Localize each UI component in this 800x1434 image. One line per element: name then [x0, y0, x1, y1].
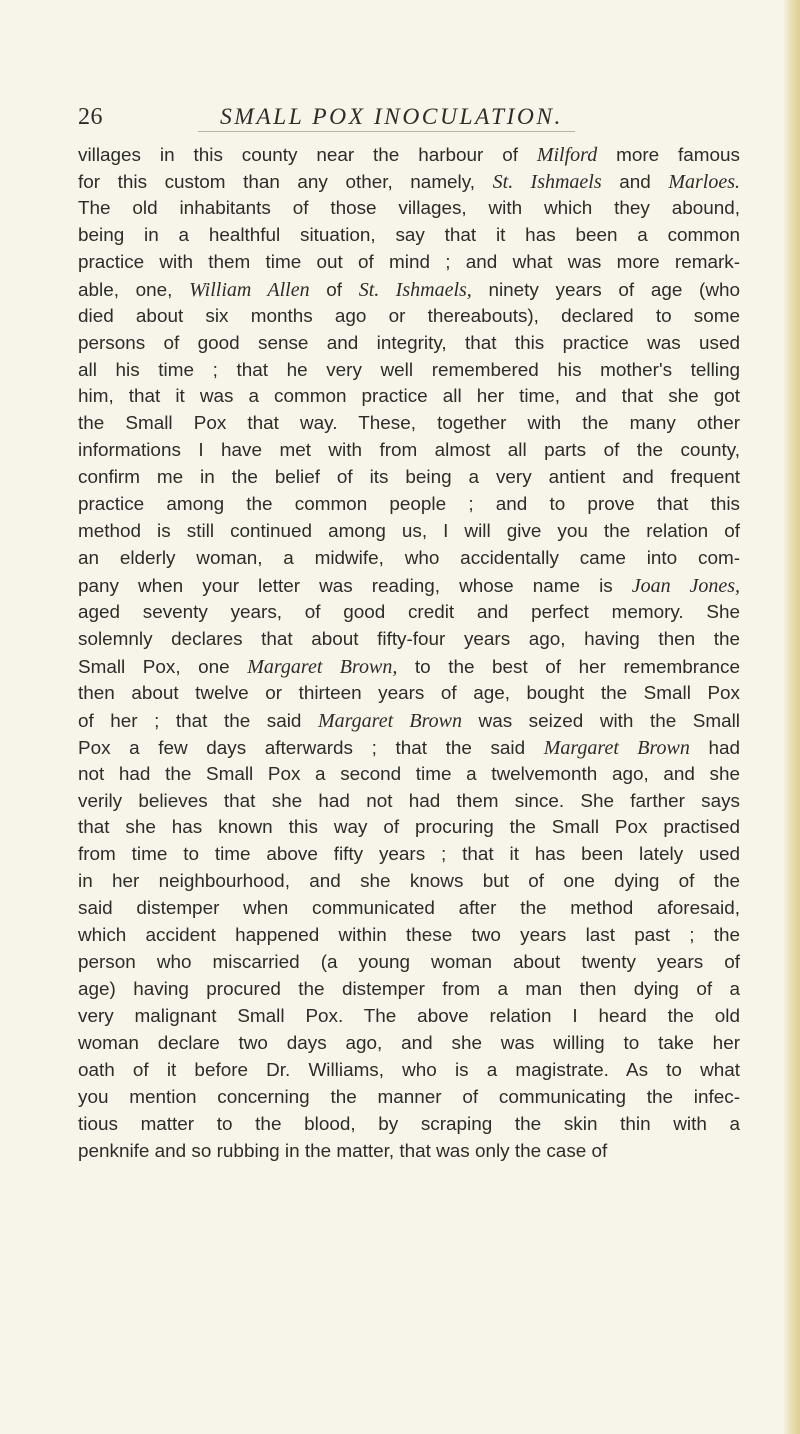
- text-run: to the best of her remembrance: [397, 656, 740, 678]
- text-run: in her neighbourhood, and she knows but of one dying of the: [78, 871, 740, 893]
- text-run: then about twelve or thirteen years of age, bought the Small Pox: [78, 682, 740, 704]
- text-run: died about six months ago or thereabouts), declared to some: [78, 305, 740, 327]
- body-text: [78, 142, 740, 1166]
- text-line: [78, 358, 740, 385]
- text-line: [78, 573, 740, 600]
- text-run: solemnly declares that about fifty-four years ago, having then the: [78, 628, 740, 650]
- text-line: [78, 950, 740, 977]
- text-run: the Small Pox that way. These, together with the many other: [78, 413, 740, 435]
- italic-phrase: Margaret Brown: [317, 709, 463, 732]
- text-line: [78, 1112, 740, 1139]
- text-line: [78, 384, 740, 411]
- text-line: [78, 977, 740, 1004]
- text-run: you mention concerning the manner of communicating the infec-: [78, 1086, 740, 1108]
- text-line: [78, 304, 740, 331]
- text-run: that she has known this way of procuring the Small Pox practised: [78, 817, 740, 839]
- text-run: from time to time above fifty years ; that it has been lately used: [78, 844, 740, 866]
- text-run: woman declare two days ago, and she was willing to take her: [78, 1032, 740, 1054]
- text-run: persons of good sense and integrity, that this practice was used: [78, 332, 740, 354]
- text-run: age) having procured the distemper from a man then dying of a: [78, 979, 740, 1001]
- text-run: more famous: [597, 145, 740, 166]
- text-run: being in a healthful situation, say that it has been a common: [78, 224, 740, 246]
- italic-phrase: William Allen: [189, 278, 310, 301]
- text-run: very malignant Small Pox. The above relation I heard the old: [78, 1006, 740, 1027]
- italic-phrase: Margaret Brown: [543, 736, 690, 759]
- text-run: an elderly woman, a midwife, who accidentally came into com-: [78, 548, 740, 570]
- text-run: Small Pox, one: [78, 656, 248, 678]
- page-number: 26: [78, 104, 103, 130]
- text-run: pany when your letter was reading, whose name is: [78, 576, 632, 597]
- text-line: [78, 654, 740, 681]
- text-line: [78, 331, 740, 358]
- text-line: [78, 1139, 740, 1166]
- text-run: had: [689, 737, 740, 759]
- text-line: [78, 438, 740, 465]
- text-run: practice among the common people ; and to prove that this: [78, 494, 740, 516]
- text-run: all his time ; that he very well remembered his mother's telling: [78, 359, 740, 381]
- text-line: [78, 169, 740, 196]
- text-line: [78, 223, 740, 250]
- italic-phrase: Milford: [536, 144, 598, 166]
- text-line: [78, 277, 740, 304]
- text-line: [78, 492, 740, 519]
- text-run: penknife and so rubbing in the matter, that was only the case of: [78, 1140, 608, 1162]
- text-line: [78, 142, 740, 169]
- text-run: informations I have met with from almost all parts of the county,: [78, 440, 740, 462]
- text-line: [78, 681, 740, 708]
- text-line: [78, 708, 740, 735]
- text-run: villages in this county near the harbour of: [78, 145, 537, 166]
- text-line: [78, 842, 740, 869]
- text-run: Pox a few days afterwards ; that the said: [78, 737, 544, 759]
- text-line: [78, 546, 740, 573]
- text-line: [78, 1085, 740, 1112]
- running-head: SMALL POX INOCULATION.: [220, 104, 563, 130]
- text-run: confirm me in the belief of its being a very antient and frequent: [78, 467, 740, 489]
- text-line: [78, 1004, 740, 1031]
- text-line: [78, 762, 740, 789]
- text-run: aged seventy years, of good credit and perfect memory. She: [78, 601, 740, 623]
- text-run: of her ; that the said: [78, 710, 318, 732]
- text-run: which accident happened within these two years last past ; the: [78, 925, 740, 947]
- text-line: [78, 815, 740, 842]
- page-edge-shading: [784, 0, 800, 1434]
- text-line: [78, 465, 740, 492]
- text-line: [78, 1031, 740, 1058]
- italic-phrase: Marloes.: [668, 170, 740, 193]
- italic-phrase: Joan Jones,: [631, 575, 740, 597]
- text-run: him, that it was a common practice all her time, and that she got: [78, 386, 740, 408]
- text-run: said distemper when communicated after the method aforesaid,: [78, 898, 740, 920]
- italic-phrase: Margaret Brown,: [247, 655, 398, 678]
- text-line: [78, 627, 740, 654]
- text-run: not had the Small Pox a second time a twelvemonth ago, and she: [78, 763, 740, 785]
- text-line: [78, 250, 740, 277]
- text-line: [78, 789, 740, 816]
- text-line: [78, 411, 740, 438]
- italic-phrase: St. Ishmaels,: [358, 278, 472, 301]
- text-run: tious matter to the blood, by scraping the skin thin with a: [78, 1113, 740, 1135]
- text-line: [78, 196, 740, 223]
- text-run: practice with them time out of mind ; and what was more remark-: [78, 251, 740, 273]
- italic-phrase: St. Ishmaels: [492, 170, 602, 193]
- text-run: was seized with the Small: [462, 710, 740, 732]
- text-run: The old inhabitants of those villages, with which they abound,: [78, 197, 740, 219]
- text-line: [78, 896, 740, 923]
- text-line: [78, 735, 740, 762]
- text-run: of: [309, 279, 359, 301]
- text-line: [78, 1058, 740, 1085]
- text-run: oath of it before Dr. Williams, who is a magistrate. As to what: [78, 1059, 740, 1081]
- text-run: and: [601, 171, 669, 193]
- text-line: [78, 600, 740, 627]
- text-run: person who miscarried (a young woman about twenty years of: [78, 952, 740, 974]
- text-run: method is still continued among us, I will give you the relation of: [78, 521, 740, 543]
- text-run: ninety years of age (who: [471, 279, 740, 301]
- text-run: able, one,: [78, 279, 190, 301]
- text-run: for this custom than any other, namely,: [78, 171, 493, 193]
- text-run: verily believes that she had not had them since. She farther says: [78, 790, 740, 812]
- text-line: [78, 519, 740, 546]
- header-rule: [198, 131, 575, 132]
- page-header: [0, 96, 800, 136]
- text-line: [78, 869, 740, 896]
- text-line: [78, 923, 740, 950]
